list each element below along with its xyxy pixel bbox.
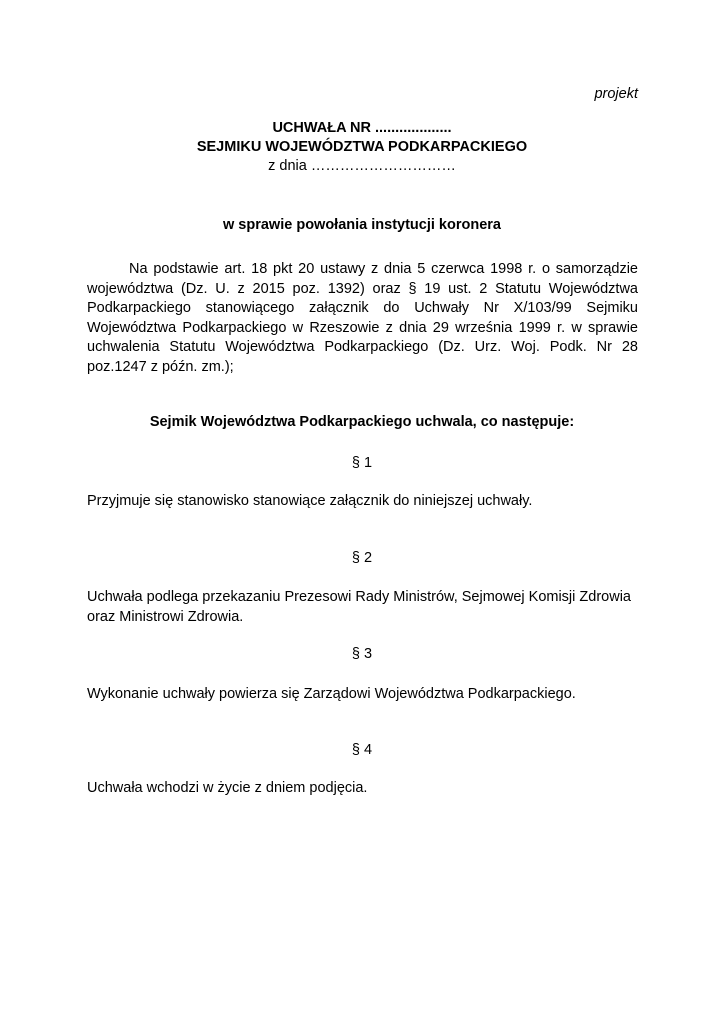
section-mark: § 3 xyxy=(351,646,373,662)
resolution-subject: w sprawie powołania instytucji koronera xyxy=(223,217,501,233)
issuer-title: SEJMIKU WOJEWÓDZTWA PODKARPACKIEGO xyxy=(196,139,528,155)
project-label: projekt xyxy=(594,86,638,102)
legal-basis-paragraph xyxy=(87,260,638,377)
section-text: Przyjmuje się stanowisko stanowiące załącznik do niniejszej uchwały. xyxy=(87,493,533,509)
resolves-heading: Sejmik Województwa Podkarpackiego uchwala, co następuje: xyxy=(149,414,575,430)
section-mark: § 2 xyxy=(351,550,373,566)
section-mark: § 1 xyxy=(351,455,373,471)
legal-basis-text: Na podstawie art. 18 pkt 20 ustawy z dnia 5 czerwca 1998 r. o samorządzie województwa (Dz. U. z 2015 poz. 1392) oraz § 19 ust. 2 Statutu Województwa Podkarpackiego stanowiącego załącznik do Uchwały Nr X/103/99 Sejmiku Województwa Podkarpackiego w Rzeszowie z dnia 29 września 1999 r. w sprawie uchwalenia Statutu Województwa Podkarpackiego (Dz. Urz. Woj. Podk. Nr 28 poz.1247 z późn. zm.); xyxy=(87,261,638,375)
section-text: Wykonanie uchwały powierza się Zarządowi Województwa Podkarpackiego. xyxy=(87,686,576,702)
section-text: Uchwała wchodzi w życie z dniem podjęcia. xyxy=(87,780,368,796)
section-mark: § 4 xyxy=(351,742,373,758)
resolution-title: UCHWAŁA NR ................... xyxy=(272,120,452,136)
section-text: Uchwała podlega przekazaniu Prezesowi Rady Ministrów, Sejmowej Komisji Zdrowia oraz Ministrowi Zdrowia. xyxy=(87,589,631,625)
resolution-date: z dnia ………………………… xyxy=(268,158,456,174)
